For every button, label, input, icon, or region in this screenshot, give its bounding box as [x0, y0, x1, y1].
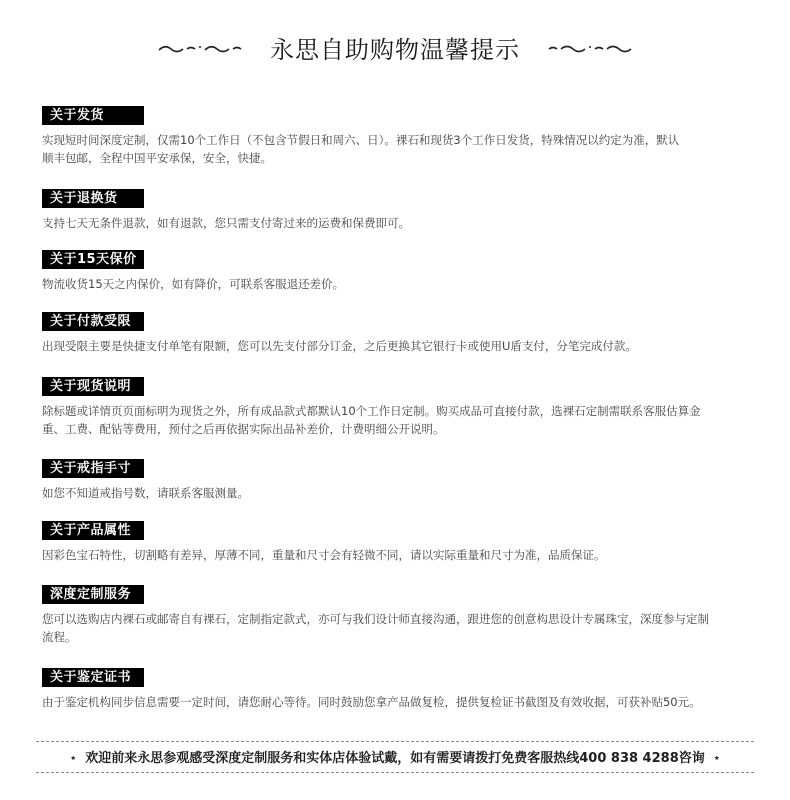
section-heading: 关于产品属性: [42, 521, 144, 540]
section-payment-limit: [42, 312, 762, 355]
section-body: 支持七天无条件退款，如有退款，您只需支付寄过来的运费和保费即可。: [42, 216, 410, 230]
section-body: 如您不知道戒指号数，请联系客服测量。: [42, 486, 249, 500]
section-heading: 深度定制服务: [42, 585, 144, 604]
section-heading: 关于发货: [42, 106, 144, 125]
left-ornament-icon: [157, 41, 247, 55]
section-product-attributes: [42, 521, 762, 564]
section-heading: 关于现货说明: [42, 377, 144, 396]
section-heading: 关于鉴定证书: [42, 668, 144, 687]
section-body: 因彩色宝石特性，切割略有差异，厚薄不同，重量和尺寸会有轻微不同，请以实际重量和尺寸为准，品质保证。: [42, 548, 606, 562]
section-heading: 关于退换货: [42, 189, 144, 208]
section-heading: 关于15天保价: [42, 250, 144, 269]
section-in-stock: [42, 377, 762, 438]
section-heading: 关于戒指手寸: [42, 459, 144, 478]
star-icon: ⋆: [712, 751, 721, 766]
section-body: 实现短时间深度定制，仅需10个工作日（不包含节假日和周六、日）。裸石和现货3个工作日发货，特殊情况以约定为准，默认 顺丰包邮，全程中国平安承保，安全，快捷。: [42, 133, 680, 165]
footer-note: [0, 747, 790, 766]
section-body: 出现受限主要是快捷支付单笔有限额，您可以先支付部分订金，之后更换其它银行卡或使用U盾支付，分笔完成付款。: [42, 339, 637, 353]
section-price-protection: [42, 250, 762, 293]
page-title: [0, 30, 790, 65]
section-body: 物流收货15天之内保价，如有降价，可联系客服退还差价。: [42, 277, 345, 291]
page-title-text: 永思自助购物温馨提示: [270, 36, 520, 64]
section-body: 您可以选购店内裸石或邮寄自有裸石，定制指定款式，亦可与我们设计师直接沟通，跟进您的创意构思设计专属珠宝，深度参与定制 流程。: [42, 612, 709, 644]
section-body: 由于鉴定机构同步信息需要一定时间，请您耐心等待。同时鼓励您拿产品做复检，提供复检证书截图及有效收据，可获补贴50元。: [42, 695, 701, 709]
section-custom-service: [42, 585, 762, 646]
footer-text: 欢迎前来永思参观感受深度定制服务和实体店体验试戴，如有需要请拨打免费客服热线400 838 4288咨询: [85, 751, 705, 766]
section-heading: 关于付款受限: [42, 312, 144, 331]
star-icon: ⋆: [69, 751, 78, 766]
footer-top-divider: [36, 741, 754, 742]
section-certificate: [42, 668, 762, 711]
right-ornament-icon: [543, 41, 633, 55]
section-ring-size: [42, 459, 762, 502]
section-body: 除标题或详情页页面标明为现货之外，所有成品款式都默认10个工作日定制。购买成品可直接付款，选裸石定制需联系客服估算金 重、工费、配钻等费用，预付之后再依据实际出品补差价，计费明细公开说明。: [42, 404, 701, 436]
section-shipping: [42, 106, 762, 167]
section-returns: [42, 189, 762, 232]
footer-bottom-divider: [36, 772, 754, 773]
